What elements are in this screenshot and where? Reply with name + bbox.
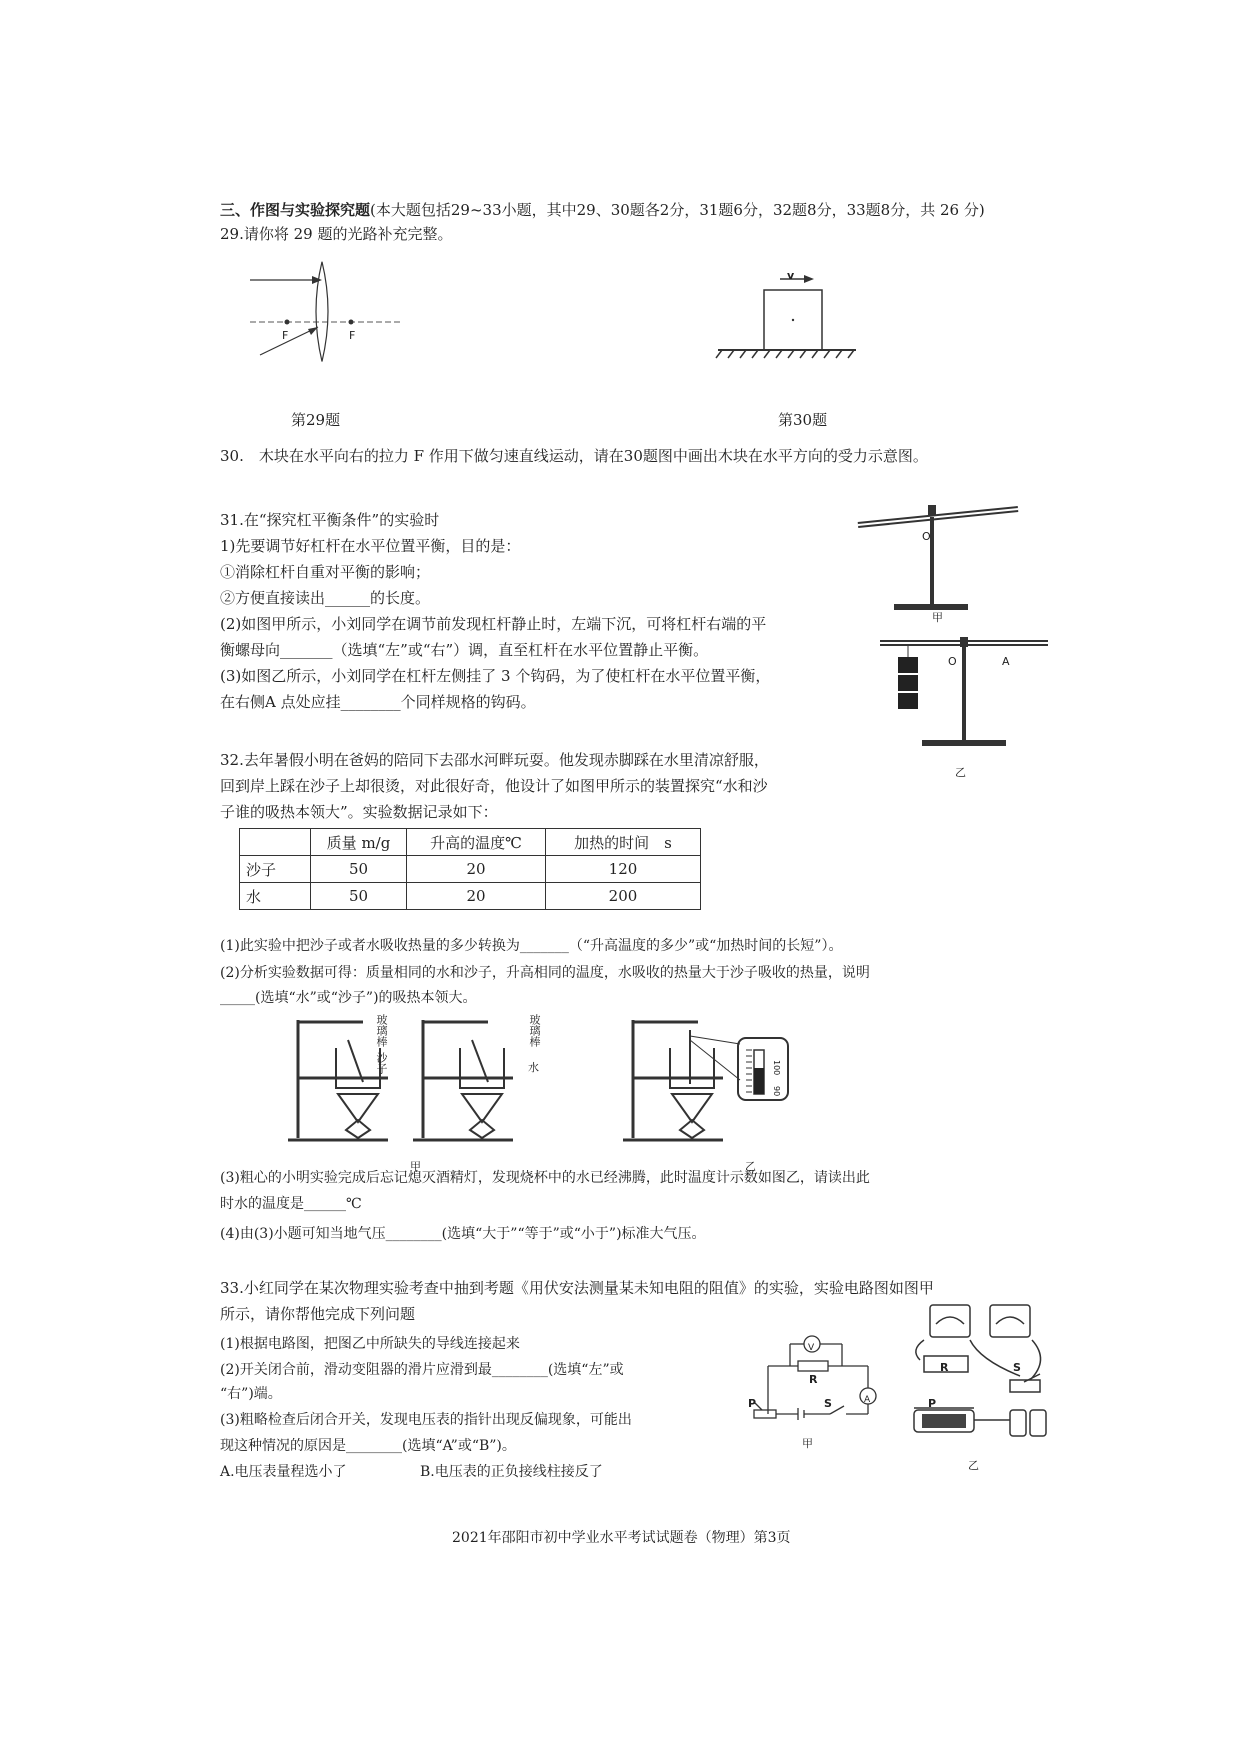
section-header bbox=[220, 200, 985, 220]
q32-sub2b: _____(选填“水”或“沙子”)的吸热本领大。 bbox=[220, 990, 477, 1006]
q31-fig-yi: 乙 bbox=[955, 766, 966, 779]
q32-sub1: (1)此实验中把沙子或者水吸收热量的多少转换为_______（“升高温度的多少”或“加热时间的长短”）。 bbox=[220, 938, 843, 954]
q33-option-b: B.电压表的正负接线柱接反了 bbox=[420, 1464, 603, 1480]
q32-data-table bbox=[239, 828, 701, 910]
table-cell: 120 bbox=[546, 856, 701, 883]
q33-line1: 33.小红同学在某次物理实验考查中抽到考题《用伏安法测量某未知电阻的阻值》的实验，实验电路图如图甲 bbox=[220, 1279, 934, 1297]
q32-fig-rod-label-2: 玻璃棒 bbox=[528, 1014, 541, 1047]
q30-velocity-label: v bbox=[787, 269, 795, 282]
q32-sub3b: 时水的温度是______℃ bbox=[220, 1196, 362, 1212]
q31-lever-figure bbox=[858, 495, 1058, 760]
q33-fig2-yi: 乙 bbox=[968, 1459, 979, 1472]
q29-focus-right: F bbox=[349, 329, 356, 342]
q33-fig2-r: R bbox=[940, 1361, 949, 1374]
table-cell: 50 bbox=[311, 856, 407, 883]
q33-sub3a: (3)粗略检查后闭合开关，发现电压表的指针出现反偏现象，可能出 bbox=[220, 1412, 632, 1428]
q31-line: ①消除杠杆自重对平衡的影响； bbox=[220, 563, 431, 581]
q32-line: 回到岸上踩在沙子上却很烫，对此很好奇，他设计了如图甲所示的装置探究“水和沙 bbox=[220, 777, 768, 795]
table-header-cell: 质量 m/g bbox=[311, 829, 407, 856]
page-footer: 2021年邵阳市初中学业水平考试试题卷（物理）第3页 bbox=[452, 1530, 791, 1546]
q31-line: 在右侧A 点处应挂________个同样规格的钩码。 bbox=[220, 693, 536, 711]
q33-option-a: A.电压表量程选小了 bbox=[220, 1464, 347, 1480]
table-cell: 20 bbox=[407, 856, 546, 883]
table-cell: 50 bbox=[311, 883, 407, 910]
q32-heating-figure bbox=[288, 1010, 858, 1155]
q33-physical-circuit bbox=[900, 1300, 1070, 1460]
q32-fig-sand-label: 沙子 bbox=[375, 1052, 388, 1074]
table-header-cell bbox=[240, 829, 311, 856]
q33-fig-a: A bbox=[864, 1395, 871, 1405]
q29-text: 29.请你将 29 题的光路补充完整。 bbox=[220, 225, 453, 243]
q32-fig-jia: 甲 bbox=[410, 1160, 421, 1173]
q31-fig-o-top: O bbox=[922, 530, 931, 543]
q33-fig2-s: S bbox=[1013, 1361, 1021, 1374]
q33-fig-jia: 甲 bbox=[802, 1437, 813, 1450]
table-header-cell: 加热的时间 s bbox=[546, 829, 701, 856]
q32-scale-lo: 90 bbox=[772, 1086, 781, 1097]
q33-fig-s: S bbox=[824, 1397, 832, 1410]
table-header-cell: 升高的温度℃ bbox=[407, 829, 546, 856]
table-cell: 20 bbox=[407, 883, 546, 910]
q33-fig-v: V bbox=[808, 1343, 815, 1353]
q29-lens-figure bbox=[250, 265, 400, 365]
q32-fig-rod-label-1: 玻璃棒 bbox=[375, 1014, 388, 1047]
q32-sub4: (4)由(3)小题可知当地气压________(选填“大于”“等于”或“小于”)标准大气压。 bbox=[220, 1226, 706, 1242]
q32-line: 子谁的吸热本领大”。实验数据记录如下： bbox=[220, 803, 498, 821]
q33-line2: 所示，请你帮他完成下列问题 bbox=[220, 1305, 416, 1323]
q31-line: ②方便直接读出______的长度。 bbox=[220, 589, 431, 607]
section-desc: (本大题包括29~33小题，其中29、30题各2分，31题6分，32题8分，33题8分，共 26 分) bbox=[370, 201, 985, 219]
q32-fig-yi: 乙 bbox=[745, 1160, 756, 1173]
q31-line: (3)如图乙所示，小刘同学在杠杆左侧挂了 3 个钩码，为了使杠杆在水平位置平衡， bbox=[220, 667, 771, 685]
q32-sub2a: (2)分析实验数据可得：质量相同的水和沙子，升高相同的温度，水吸收的热量大于沙子吸收的热量，说明 bbox=[220, 965, 870, 981]
q31-fig-a: A bbox=[1002, 655, 1010, 668]
q33-fig-r: R bbox=[809, 1373, 818, 1386]
q30-text: 30. 木块在水平向右的拉力 F 作用下做匀速直线运动，请在30题图中画出木块在水平方向的受力示意图。 bbox=[220, 447, 928, 465]
q32-line: 32.去年暑假小明在爸妈的陪同下去邵水河畔玩耍。他发现赤脚踩在水里清凉舒服， bbox=[220, 751, 769, 769]
q31-title: 31.在“探究杠平衡条件”的实验时 bbox=[220, 511, 440, 529]
q32-scale-hi: 100 bbox=[772, 1060, 781, 1076]
q32-fig-water-label: 水 bbox=[528, 1061, 539, 1074]
table-header-row bbox=[240, 829, 701, 856]
table-cell: 沙子 bbox=[240, 856, 311, 883]
q33-sub3b: 现这种情况的原因是________(选填“A”或“B”)。 bbox=[220, 1438, 516, 1454]
table-cell: 水 bbox=[240, 883, 311, 910]
q29-focus-left: F bbox=[282, 329, 289, 342]
q31-line: 1)先要调节好杠杆在水平位置平衡，目的是： bbox=[220, 537, 521, 555]
table-row bbox=[240, 856, 701, 883]
q33-sub1: (1)根据电路图，把图乙中所缺失的导线连接起来 bbox=[220, 1336, 520, 1352]
q32-sub3a: (3)粗心的小明实验完成后忘记熄灭酒精灯，发现烧杯中的水已经沸腾，此时温度计示数如图乙，请读出此 bbox=[220, 1170, 870, 1186]
q29-caption: 第29题 bbox=[291, 411, 341, 429]
q30-caption: 第30题 bbox=[778, 411, 828, 429]
q31-line: 衡螺母向_______（选填“左”或“右”）调，直至杠杆在水平位置静止平衡。 bbox=[220, 641, 709, 659]
section-title: 三、作图与实验探究题 bbox=[220, 201, 371, 219]
q33-sub2a: (2)开关闭合前，滑动变阻器的滑片应滑到最________(选填“左”或 bbox=[220, 1362, 624, 1378]
q33-sub2b: “右”)端。 bbox=[220, 1386, 282, 1402]
q33-fig-p: P bbox=[748, 1397, 757, 1410]
q31-fig-o-bottom: O bbox=[948, 655, 957, 668]
table-cell: 200 bbox=[546, 883, 701, 910]
q31-fig-jia: 甲 bbox=[932, 611, 943, 624]
table-row bbox=[240, 883, 701, 910]
q31-line: (2)如图甲所示，小刘同学在调节前发现杠杆静止时，左端下沉，可将杠杆右端的平 bbox=[220, 615, 767, 633]
q33-fig2-p: P bbox=[928, 1397, 937, 1410]
q33-circuit-diagram bbox=[748, 1330, 888, 1440]
